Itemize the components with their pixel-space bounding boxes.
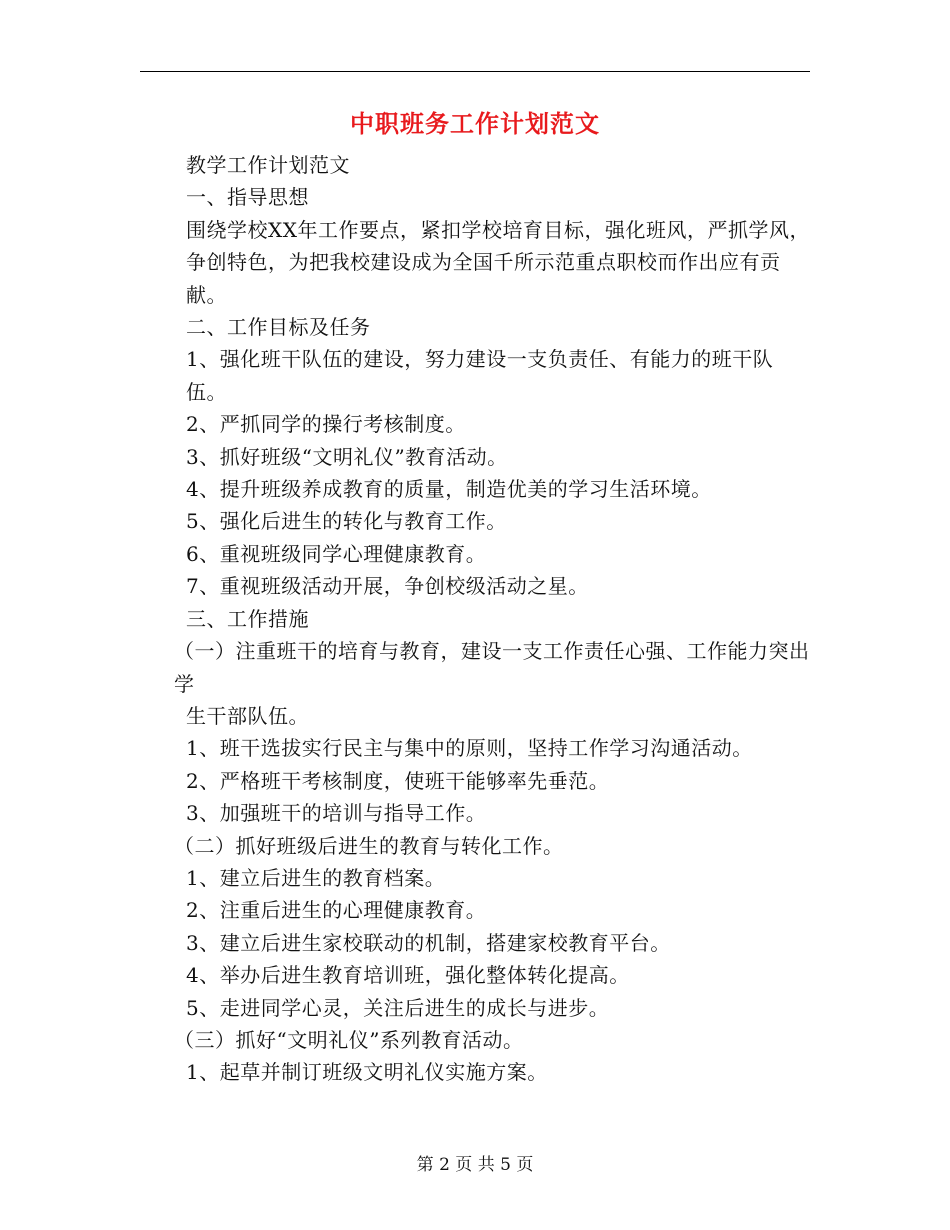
list-item: 1、起草并制订班级文明礼仪实施方案。 [186,1060,548,1085]
document-title: 中职班务工作计划范文 [350,110,600,138]
list-item: 4、提升班级养成教育的质量，制造优美的学习生活环境。 [186,477,712,502]
subsection-heading: （一）注重班干的培育与教育，建设一支工作责任心强、工作能力突出学 [174,639,810,696]
list-item: 1、强化班干队伍的建设，努力建设一支负责任、有能力的班干队伍。 [186,347,774,404]
list-item: 6、重视班级同学心理健康教育。 [186,541,487,566]
list-item: 5、强化后进生的转化与教育工作。 [186,509,507,534]
section-heading: 二、工作目标及任务 [186,315,371,340]
list-item: 2、严格班干考核制度，使班干能够率先垂范。 [186,768,610,793]
list-item: 3、建立后进生家校联动的机制，搭建家校教育平台。 [186,930,671,955]
list-item: 2、注重后进生的心理健康教育。 [186,898,487,923]
list-item: 5、走进同学心灵，关注后进生的成长与进步。 [186,995,610,1020]
section-heading: 一、指导思想 [186,185,309,210]
list-item: 4、举办后进生教育培训班，强化整体转化提高。 [186,963,630,988]
list-item: 1、班干选拔实行民主与集中的原则，坚持工作学习沟通活动。 [186,736,753,761]
paragraph: 教学工作计划范文 [186,153,350,177]
document-body [140,149,812,1089]
list-item: 1、建立后进生的教育档案。 [186,865,446,890]
subsection-heading: （三）抓好“文明礼仪”系列教育活动。 [174,1027,524,1052]
list-item: 7、重视班级活动开展，争创校级活动之星。 [186,574,589,599]
subsection-heading: （二）抓好班级后进生的教育与转化工作。 [174,833,564,858]
paragraph: 生干部队伍。 [186,703,309,728]
list-item: 2、严抓同学的操行考核制度。 [186,412,466,437]
section-heading: 三、工作措施 [186,606,309,631]
header-rule [140,71,810,72]
list-item: 3、加强班干的培训与指导工作。 [186,801,487,826]
page-footer: 第 2 页 共 5 页 [416,1155,534,1175]
paragraph: 围绕学校XX年工作要点，紧扣学校培育目标，强化班风，严抓学风，争创特色，为把我校建设成为全国千所示范重点职校而作出应有贡献。 [186,217,810,307]
list-item: 3、抓好班级“文明礼仪”教育活动。 [186,444,508,469]
